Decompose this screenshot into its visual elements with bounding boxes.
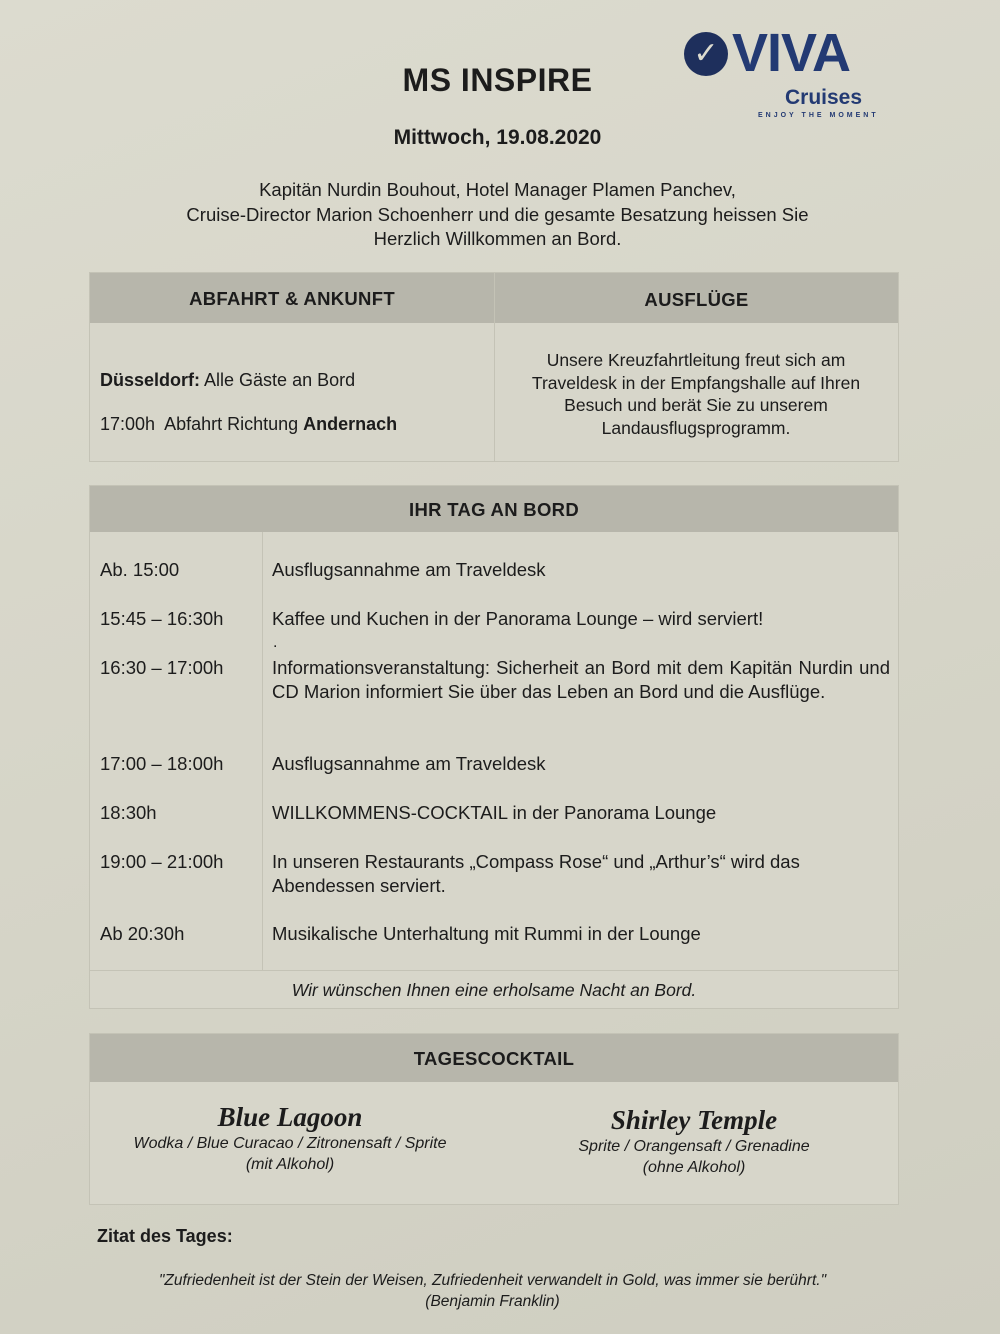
schedule-desc: WILLKOMMENS-COCKTAIL in der Panorama Lounge [272,802,717,823]
schedule-box [89,485,899,1009]
logo-sub: Cruises [785,86,863,109]
schedule-time: 15:45 – 16:30h [100,608,224,629]
departure-excursions-box [89,272,899,462]
schedule-time: Ab 20:30h [100,923,185,944]
row-divider [90,970,898,971]
welcome-line: Cruise-Director Marion Schoenherr und die gesamte Besatzung heissen Sie [186,203,809,225]
schedule-time: 18:30h [100,802,157,823]
excursions-line: Unsere Kreuzfahrtleitung freut sich am [546,350,846,370]
goodnight-message: Wir wünschen Ihnen eine erholsame Nacht an Bord. [291,980,697,1000]
cocktail-alcohol: (mit Alkohol) [245,1156,335,1173]
column-divider [262,532,263,970]
schedule-time: Ab. 15:00 [100,559,180,580]
cocktail-heading: TAGESCOCKTAIL [90,1034,898,1082]
quote-of-the-day [0,1270,985,1312]
viva-cruises-logo [680,23,905,128]
schedule-desc: Informationsveranstaltung: Sicherheit an Bord mit dem Kapitän Nurdin und CD Marion informiert Sie über das Leben an Bord und die Ausflüge. [272,657,890,702]
quote-label: Zitat des Tages: [97,1226,233,1246]
welcome-line: Kapitän Nurdin Bouhout, Hotel Manager Plamen Panchev, [259,179,736,200]
quote-text: "Zufriedenheit ist der Stein der Weisen, Zufriedenheit verwandelt in Gold, was immer sie berührt." [158,1272,827,1289]
schedule-desc: In unseren Restaurants „Compass Rose“ und „Arthur’s“ wird das Abendessen serviert. [272,851,800,896]
check-icon: ✓ [684,32,728,76]
schedule-desc: Kaffee und Kuchen in der Panorama Lounge – wird serviert! [272,608,764,629]
logo-brand: VIVA [732,23,851,83]
quote-author: (Benjamin Franklin) [425,1293,560,1310]
excursions-line: Landausflugsprogramm. [601,417,791,438]
schedule-desc: Musikalische Unterhaltung mit Rummi in der Lounge [272,923,701,944]
cocktail-box [89,1033,899,1205]
stray-dot: . [273,634,278,651]
schedule-heading: IHR TAG AN BORD [90,486,898,532]
schedule-desc: Ausflugsannahme am Traveldesk [272,559,546,580]
date: Mittwoch, 19.08.2020 [393,126,602,149]
departure-time: 17:00h Abfahrt Richtung Andernach [100,414,398,434]
excursions-heading: AUSFLÜGE [495,273,898,323]
cocktail-item [90,1102,490,1175]
column-divider [494,273,495,461]
excursions-text [498,349,894,439]
schedule-time: 19:00 – 21:00h [100,851,224,872]
welcome-line: Herzlich Willkommen an Bord. [373,228,622,249]
departure-heading: ABFAHRT & ANKUNFT [90,273,494,323]
excursions-line: Besuch und berät Sie zu unserem [564,395,828,415]
cocktail-item [494,1105,894,1178]
schedule-time: 16:30 – 17:00h [100,657,224,678]
schedule-time: 17:00 – 18:00h [100,753,224,774]
ship-name: MS INSPIRE [402,62,593,98]
excursions-line: Traveldesk in der Empfangshalle auf Ihren [531,372,861,393]
departure-boarding: Düsseldorf: Alle Gäste an Bord [100,370,356,390]
cocktail-name: Shirley Temple [610,1105,778,1135]
cocktail-ingredients: Sprite / Orangensaft / Grenadine [578,1138,810,1155]
schedule-desc: Ausflugsannahme am Traveldesk [272,753,546,774]
logo-tagline: ENJOY THE MOMENT [758,112,879,119]
cocktail-ingredients: Wodka / Blue Curacao / Zitronensaft / Sprite [133,1135,447,1152]
cocktail-name: Blue Lagoon [217,1102,363,1132]
welcome-text [0,178,995,252]
cocktail-alcohol: (ohne Alkohol) [642,1159,746,1176]
